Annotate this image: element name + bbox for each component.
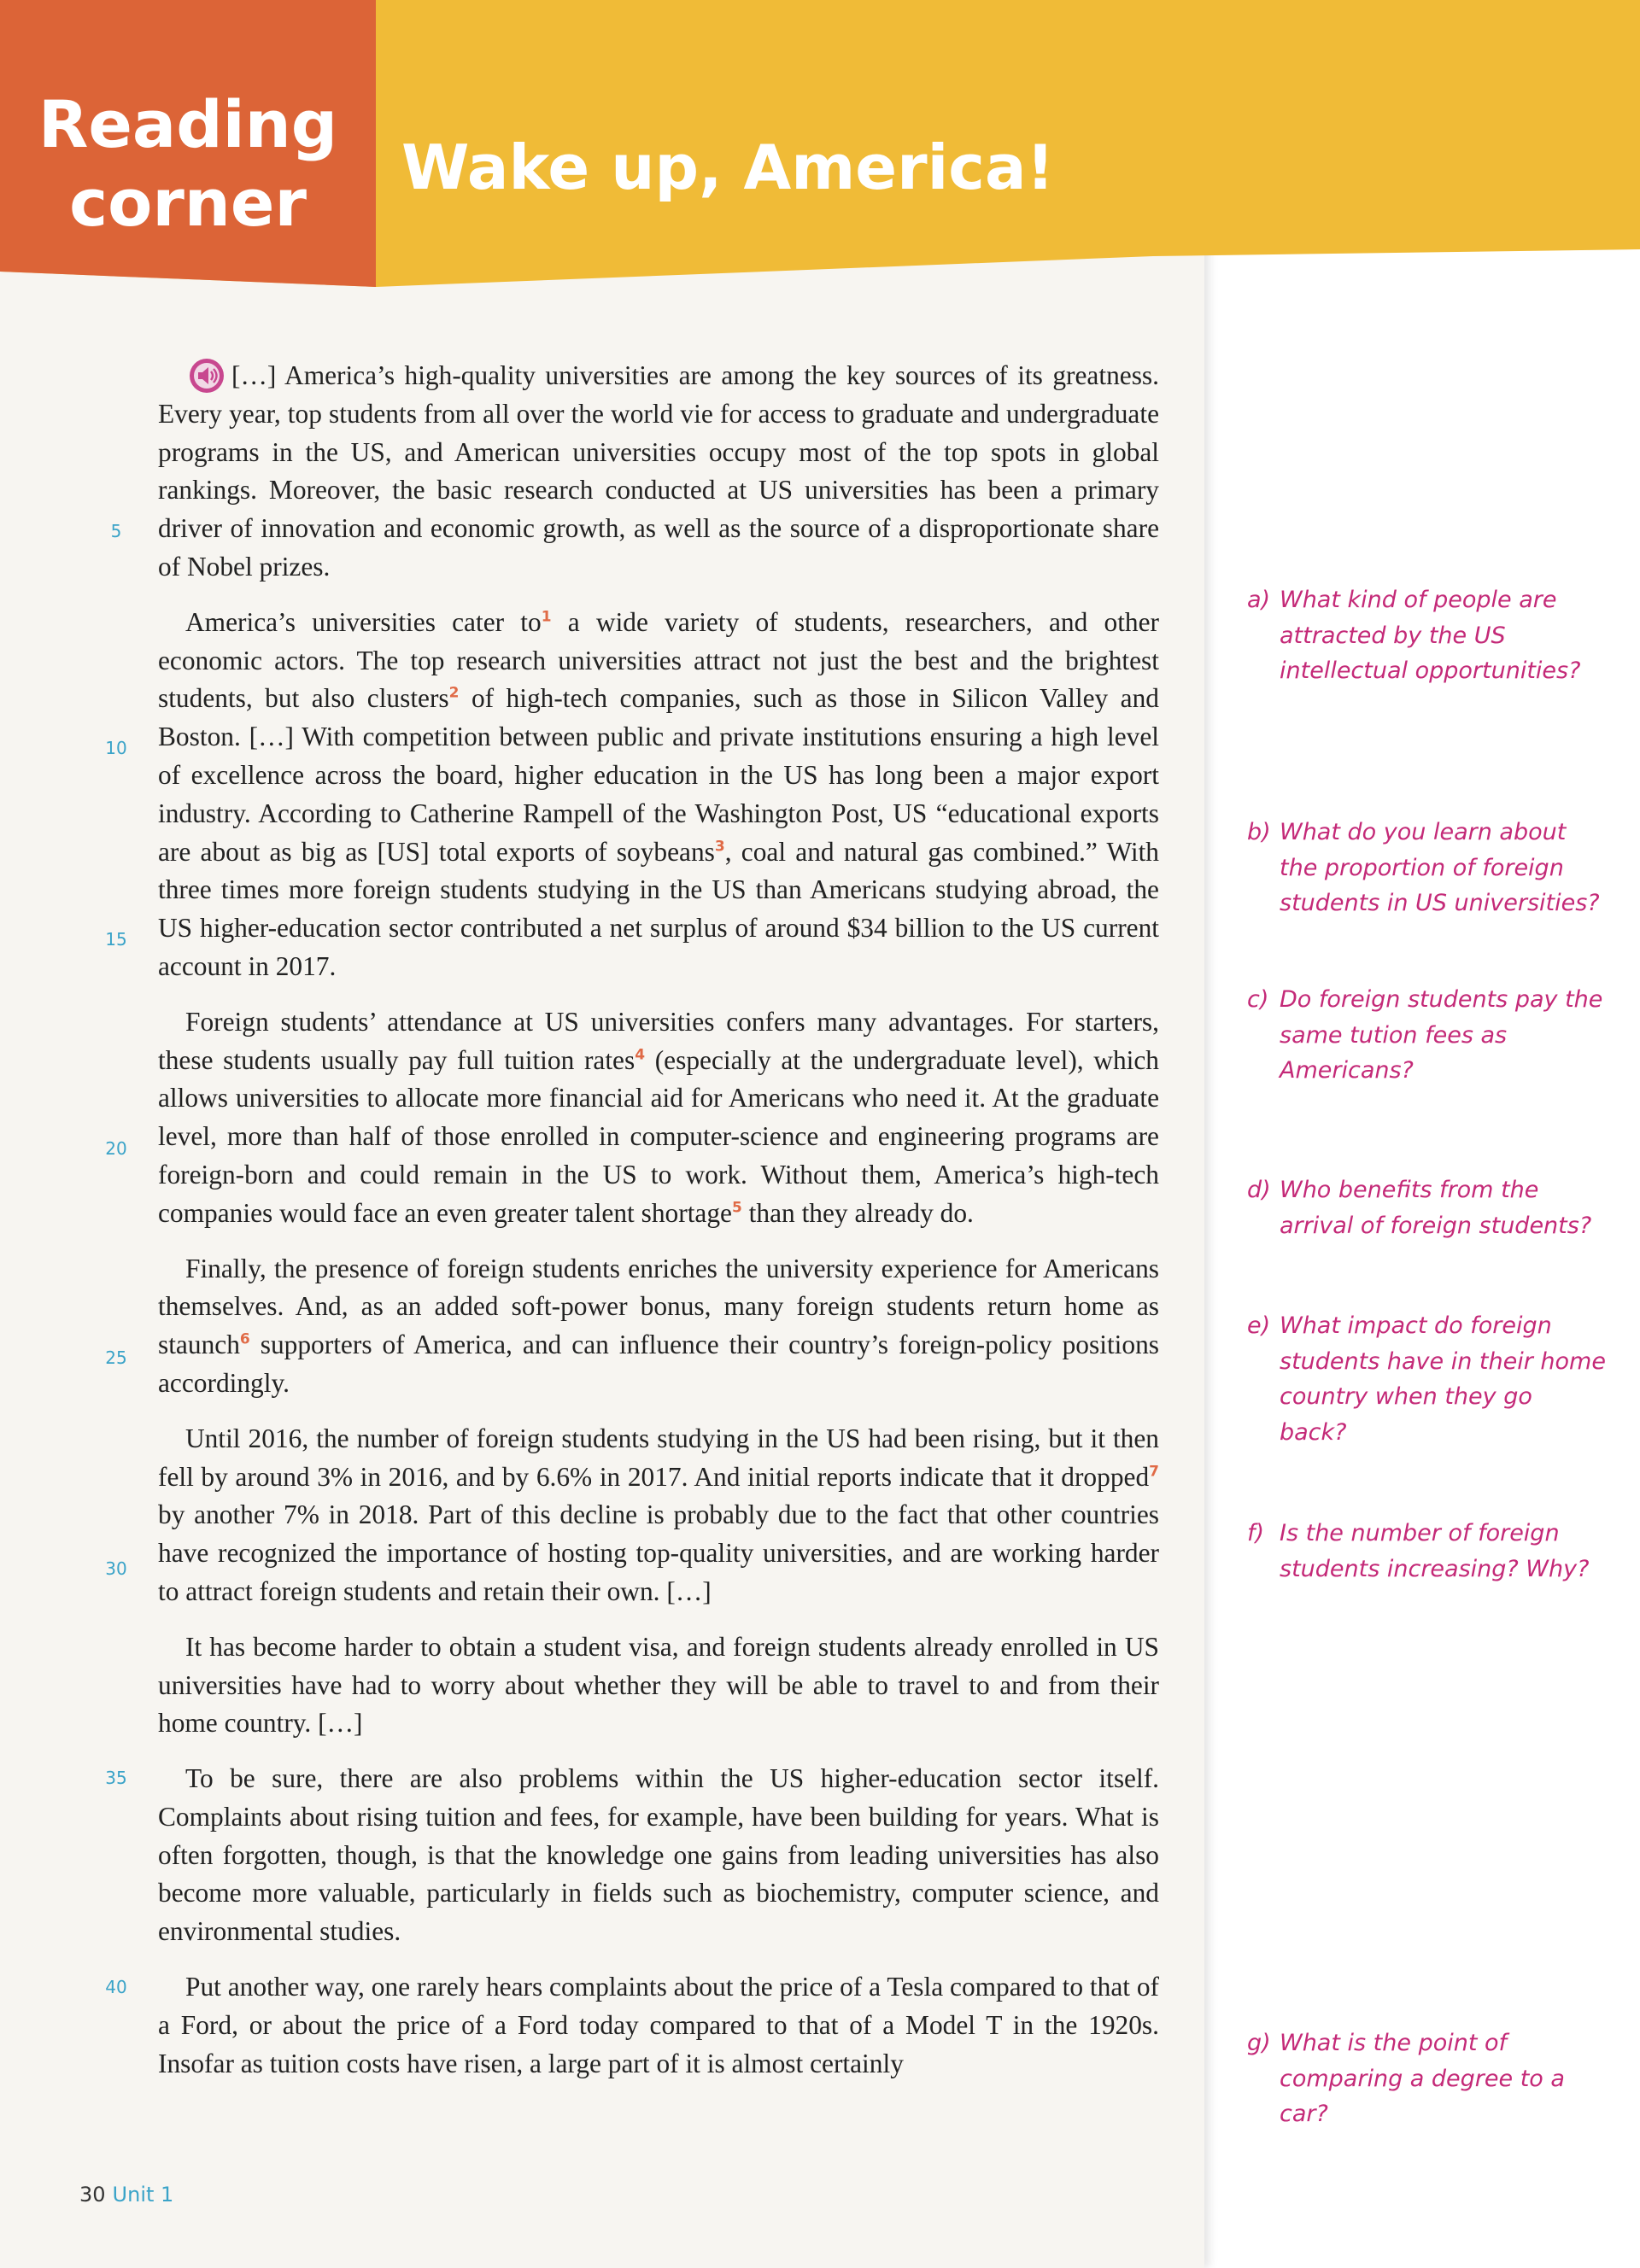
article-paragraph [158,1420,1159,1611]
line-number: 35 [105,1768,127,1788]
unit-label: Unit 1 [112,2183,174,2207]
footnote-marker: 4 [635,1046,646,1064]
article-paragraph [158,1628,1159,1743]
line-number: 5 [110,521,122,541]
line-number: 20 [105,1138,127,1159]
paragraph-text: than they already do. [741,1197,974,1228]
article-paragraph [158,1760,1159,1951]
footnote-marker: 2 [448,684,460,702]
question-f [1247,1516,1606,1587]
question-text: Do foreign students pay the same tution fees as Americans? [1280,986,1603,1084]
question-label: d) [1247,1177,1271,1203]
paragraph-text: Put another way, one rarely hears complaints about the price of a Tesla compared to that of a Ford, or about the price of a Ford today compared to that of a Model T in the 1920s. Insofar as tuition costs have risen, a large part of it is almost certainly [158,1972,1159,2078]
section-label [0,85,376,243]
paragraph-text: of high-tech companies, such as those in Silicon Valley and Boston. […] With competition between public and private institutions ensuring a high level of excellence across the board, higher education in the US has long been a major export industry. According to Catherine Rampell of the Washington Post, US “educational exports are about as big as [US] total exports of soybeans [158,683,1159,867]
question-a [1247,582,1606,689]
question-label: c) [1247,986,1269,1013]
line-number: 25 [105,1347,127,1368]
audio-speaker-icon[interactable] [189,358,225,394]
paragraph-text: Finally, the presence of foreign students enriches the university experience for Americans themselves. And, as an added soft-power bonus, many foreign students return home as staunch [158,1253,1159,1360]
section-label-line1: Reading [38,86,338,162]
paragraph-text: (especially at the undergraduate level), which allows universities to allocate more financial aid for Americans who need it. At the graduate level, more than half of those enrolled in computer-science and engineering programs are foreign-born and could remain in the US to work. Without them, America’s high-tech companies would face an even greater talent shortage [158,1044,1160,1228]
question-text: What is the point of comparing a degree to a car? [1280,2030,1565,2127]
paragraph-text: Until 2016, the number of foreign students studying in the US had been rising, but it then fell by around 3% in 2016, and by 6.6% in 2017. And initial reports indicate that it dropped [158,1423,1159,1492]
question-label: f) [1247,1520,1265,1546]
question-label: a) [1247,587,1271,613]
footnote-marker: 6 [239,1330,250,1348]
paragraph-text: […] America’s high-quality universities are among the key sources of its greatness. Every year, top students from all over the world vie for access to graduate and undergraduate programs in the US, and American universities occupy most of the top spots in global rankings. Moreover, the basic research conducted at US universities has been a primary driver of innovation and economic growth, as well as the source of a disproportionate share of Nobel prizes. [158,360,1159,582]
page-title: Wake up, America! [401,132,1055,203]
question-d [1247,1172,1606,1243]
article-paragraph [158,1003,1159,1233]
paragraph-text: a wide variety of students, researchers, and other economic actors. The top research universities attract not just the best and the brightest students, but also clusters [158,606,1159,714]
page-footer [79,2183,173,2207]
line-number: 15 [105,929,127,950]
footnote-marker: 3 [714,838,725,856]
paragraph-text: To be sure, there are also problems within the US higher-education sector itself. Complaints about rising tuition and fees, for example, have been building for years. What is often forgotten, though, is that the knowledge one gains from leading universities has also become more valuable, particularly in fields such as biochemistry, computer science, and environmental studies. [158,1763,1159,1947]
section-label-line2: corner [69,165,307,241]
article-paragraph [158,1250,1159,1403]
article-paragraph [158,604,1159,986]
footnote-marker: 7 [1149,1463,1159,1481]
question-b [1247,815,1606,921]
question-label: e) [1247,1312,1271,1339]
question-label: g) [1247,2030,1271,2056]
question-e [1247,1308,1606,1450]
paragraph-text: by another 7% in 2018. Part of this decline is probably due to the fact that other countries have recognized the importance of hosting top-quality universities, and are working harder to attract foreign students and retain their own. […] [158,1499,1159,1606]
paragraph-text: supporters of America, and can influence their country’s foreign-policy positions accordingly. [158,1330,1159,1398]
article-body [158,357,1159,2100]
page-number: 30 [79,2183,106,2207]
paragraph-text: , coal and natural gas combined.” With three times more foreign students studying in the US than Americans studying abroad, the US higher-education sector contributed a net surplus of around $34 billion to the US current account in 2017. [158,836,1159,981]
question-text: What impact do foreign students have in their home country when they go back? [1280,1312,1606,1446]
paragraph-text: Foreign students’ attendance at US universities confers many advantages. For starters, these students usually pay full tuition rates [158,1006,1159,1075]
question-label: b) [1247,819,1271,845]
page-header [0,0,1640,307]
line-number: 30 [105,1558,127,1579]
question-text: Is the number of foreign students increasing? Why? [1280,1520,1590,1582]
footnote-marker: 5 [731,1199,742,1217]
footnote-marker: 1 [541,608,552,626]
question-c [1247,982,1606,1089]
line-number: 10 [105,738,127,758]
line-number: 40 [105,1977,127,1997]
question-text: What kind of people are attracted by the US intellectual opportunities? [1280,587,1581,684]
question-text: Who benefits from the arrival of foreign students? [1280,1177,1592,1239]
paragraph-text: It has become harder to obtain a student visa, and foreign students already enrolled in US universities have had to worry about whether they will be able to travel to and from their home country. […] [158,1631,1159,1739]
article-paragraph [158,357,1159,587]
question-g [1247,2025,1606,2132]
paragraph-text: America’s universities cater to [185,606,542,637]
article-paragraph [158,1968,1159,2083]
question-text: What do you learn about the proportion of foreign students in US universities? [1280,819,1600,916]
